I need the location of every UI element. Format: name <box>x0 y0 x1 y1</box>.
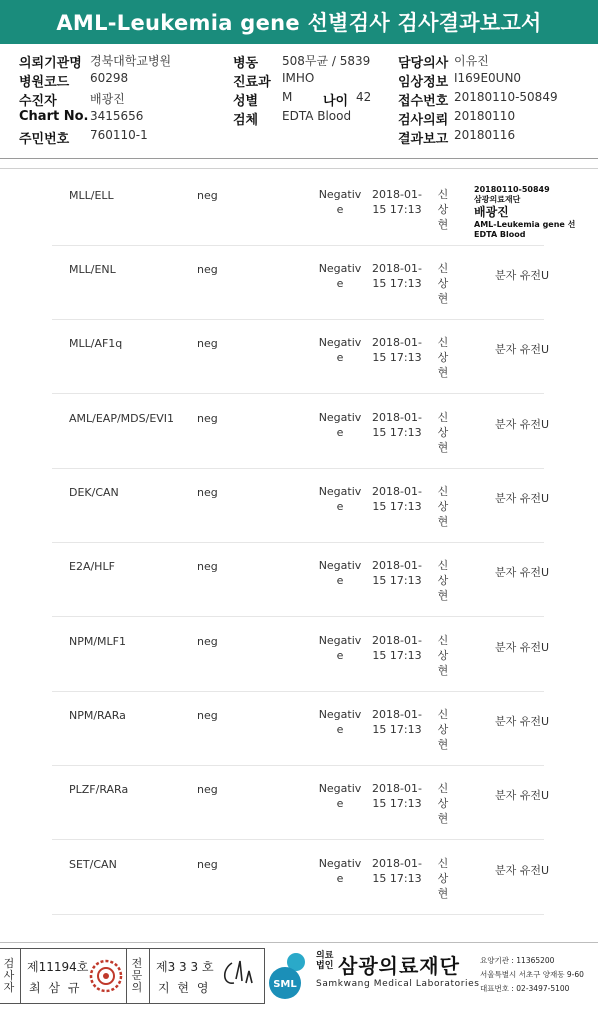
field-value: 이유진 <box>454 54 489 68</box>
field-label: 병동 <box>233 56 259 71</box>
result-value: neg <box>197 783 218 796</box>
report-date: 2018-01-15 17:13 <box>372 708 422 736</box>
interpretation: Negative <box>318 782 362 810</box>
gene-name: SET/CAN <box>69 858 117 871</box>
lab-unit: 분자 유전U <box>494 343 550 356</box>
field-value: 760110-1 <box>90 128 148 142</box>
field-label: 결과보고 <box>398 132 449 147</box>
report-date: 2018-01-15 17:13 <box>372 857 422 885</box>
divider <box>0 158 598 159</box>
field-label: 임상정보 <box>398 75 449 90</box>
sticker-line: 배광진 <box>474 205 509 219</box>
gene-name: NPM/MLF1 <box>69 635 127 648</box>
field-value: 20180116 <box>454 128 516 142</box>
report-date: 2018-01-15 17:13 <box>372 262 422 290</box>
interpretation: Negative <box>318 336 362 364</box>
row-divider <box>52 616 544 617</box>
table-row <box>0 618 598 692</box>
result-value: neg <box>197 189 218 202</box>
interpretation: Negative <box>318 188 362 216</box>
results-table <box>0 172 598 920</box>
field-value: 경북대학교병원 <box>90 54 172 68</box>
field-value: IMHO <box>282 71 315 85</box>
lab-unit: 분자 유전U <box>494 864 550 877</box>
box-divider <box>126 949 127 1003</box>
field-label: 의뢰기관명 <box>19 56 82 71</box>
specialist-heading: 전문의 <box>131 957 143 994</box>
table-row <box>0 395 598 469</box>
logo-text: SML <box>273 979 297 990</box>
reporter: 신상현 <box>437 634 449 677</box>
interpretation: Negative <box>318 262 362 290</box>
field-label: 담당의사 <box>398 56 449 71</box>
report-date: 2018-01-15 17:13 <box>372 485 422 513</box>
row-divider <box>52 914 544 915</box>
signature-box <box>0 948 265 1004</box>
age-label: 나이 <box>323 94 349 109</box>
lab-unit: 분자 유전U <box>494 641 550 654</box>
specimen-label-sticker <box>474 185 594 240</box>
inspector-license: 제11194호 <box>27 960 89 974</box>
gene-name: MLL/AF1q <box>69 337 123 350</box>
seal-stamp-icon <box>88 957 124 995</box>
result-value: neg <box>197 709 218 722</box>
field-label: 접수번호 <box>398 94 449 109</box>
field-label: 성별 <box>233 94 259 109</box>
table-row <box>0 841 598 915</box>
field-label: 검체 <box>233 113 259 128</box>
reporter: 신상현 <box>437 411 449 454</box>
gene-name: MLL/ENL <box>69 263 116 276</box>
lab-unit: 분자 유전U <box>494 269 550 282</box>
signature-mark <box>218 957 258 993</box>
patient-info <box>0 44 598 158</box>
table-row <box>0 246 598 320</box>
field-label: 수진자 <box>19 94 57 109</box>
patient-info-row <box>0 128 598 147</box>
interpretation: Negative <box>318 857 362 885</box>
divider <box>0 168 598 169</box>
field-value: 20180110 <box>454 109 516 123</box>
contact-line: 서울특별시 서초구 양재동 9-60 <box>480 970 584 979</box>
field-value: 508무균 / 5839 <box>282 54 371 68</box>
inspector-heading: 검사자 <box>3 957 15 994</box>
report-date: 2018-01-15 17:13 <box>372 634 422 662</box>
field-label: 진료과 <box>233 75 271 90</box>
sticker-line: AML-Leukemia gene 선 <box>474 220 576 229</box>
reporter: 신상현 <box>437 708 449 751</box>
field-label: 주민번호 <box>19 132 70 147</box>
table-row <box>0 692 598 766</box>
gene-name: AML/EAP/MDS/EVI1 <box>69 412 175 425</box>
gene-name: MLL/ELL <box>69 189 114 202</box>
box-divider <box>20 949 21 1003</box>
result-value: neg <box>197 486 218 499</box>
lab-unit: 분자 유전U <box>494 566 550 579</box>
gene-name: E2A/HLF <box>69 560 115 573</box>
field-value: M <box>282 90 293 104</box>
contact-line: 대표번호 : 02-3497-5100 <box>480 984 570 993</box>
sml-logo-icon <box>266 950 312 1000</box>
row-divider <box>52 839 544 840</box>
inspector-name: 최 삼 규 <box>29 981 82 995</box>
reporter: 신상현 <box>437 262 449 305</box>
report-date: 2018-01-15 17:13 <box>372 411 422 439</box>
row-divider <box>52 393 544 394</box>
gene-name: PLZF/RARa <box>69 783 129 796</box>
report-title-bar <box>0 0 598 44</box>
org-name: 삼광의료재단 <box>338 954 460 978</box>
result-value: neg <box>197 337 218 350</box>
interpretation: Negative <box>318 559 362 587</box>
box-divider <box>149 949 150 1003</box>
table-row <box>0 172 598 246</box>
contact-line: 요양기관 : 11365200 <box>480 956 555 965</box>
org-prefix: 의료법인 <box>316 951 334 971</box>
field-value: 20180110-50849 <box>454 90 558 104</box>
reporter: 신상현 <box>437 188 449 231</box>
lab-unit: 분자 유전U <box>494 418 550 431</box>
field-label: Chart No. <box>19 109 89 124</box>
lab-unit: 분자 유전U <box>494 492 550 505</box>
report-date: 2018-01-15 17:13 <box>372 188 422 216</box>
field-label: 검사의뢰 <box>398 113 449 128</box>
patient-info-row <box>0 90 598 109</box>
field-value: 배광진 <box>90 92 125 106</box>
report-date: 2018-01-15 17:13 <box>372 336 422 364</box>
sticker-line: 삼광의료재단 <box>474 195 521 204</box>
result-value: neg <box>197 263 218 276</box>
report-date: 2018-01-15 17:13 <box>372 782 422 810</box>
field-value: I169E0UN0 <box>454 71 522 85</box>
report-title: AML-Leukemia gene 선별검사 검사결과보고서 <box>56 11 542 35</box>
report-footer <box>0 946 598 1010</box>
table-row <box>0 320 598 394</box>
reporter: 신상현 <box>437 336 449 379</box>
result-value: neg <box>197 858 218 871</box>
reporter: 신상현 <box>437 485 449 528</box>
specialist-license: 제3 3 3 호 <box>156 960 214 974</box>
interpretation: Negative <box>318 485 362 513</box>
patient-info-row <box>0 52 598 71</box>
gene-name: DEK/CAN <box>69 486 119 499</box>
field-value: EDTA Blood <box>282 109 352 123</box>
age-value: 42 <box>356 90 372 104</box>
org-english-name: Samkwang Medical Laboratories <box>316 979 480 989</box>
result-value: neg <box>197 635 218 648</box>
result-value: neg <box>197 560 218 573</box>
table-row <box>0 766 598 840</box>
field-value: 3415656 <box>90 109 144 123</box>
interpretation: Negative <box>318 411 362 439</box>
reporter: 신상현 <box>437 857 449 900</box>
specialist-name: 지 현 영 <box>158 981 211 995</box>
interpretation: Negative <box>318 708 362 736</box>
gene-name: NPM/RARa <box>69 709 126 722</box>
result-value: neg <box>197 412 218 425</box>
field-label: 병원코드 <box>19 75 70 90</box>
interpretation: Negative <box>318 634 362 662</box>
sticker-line: 20180110-50849 <box>474 185 550 194</box>
reporter: 신상현 <box>437 782 449 825</box>
lab-unit: 분자 유전U <box>494 715 550 728</box>
field-value: 60298 <box>90 71 129 85</box>
sticker-line: EDTA Blood <box>474 230 526 239</box>
table-row <box>0 543 598 617</box>
patient-info-row <box>0 71 598 90</box>
reporter: 신상현 <box>437 559 449 602</box>
divider <box>0 942 598 943</box>
patient-info-row <box>0 109 598 128</box>
report-date: 2018-01-15 17:13 <box>372 559 422 587</box>
lab-unit: 분자 유전U <box>494 789 550 802</box>
table-row <box>0 469 598 543</box>
